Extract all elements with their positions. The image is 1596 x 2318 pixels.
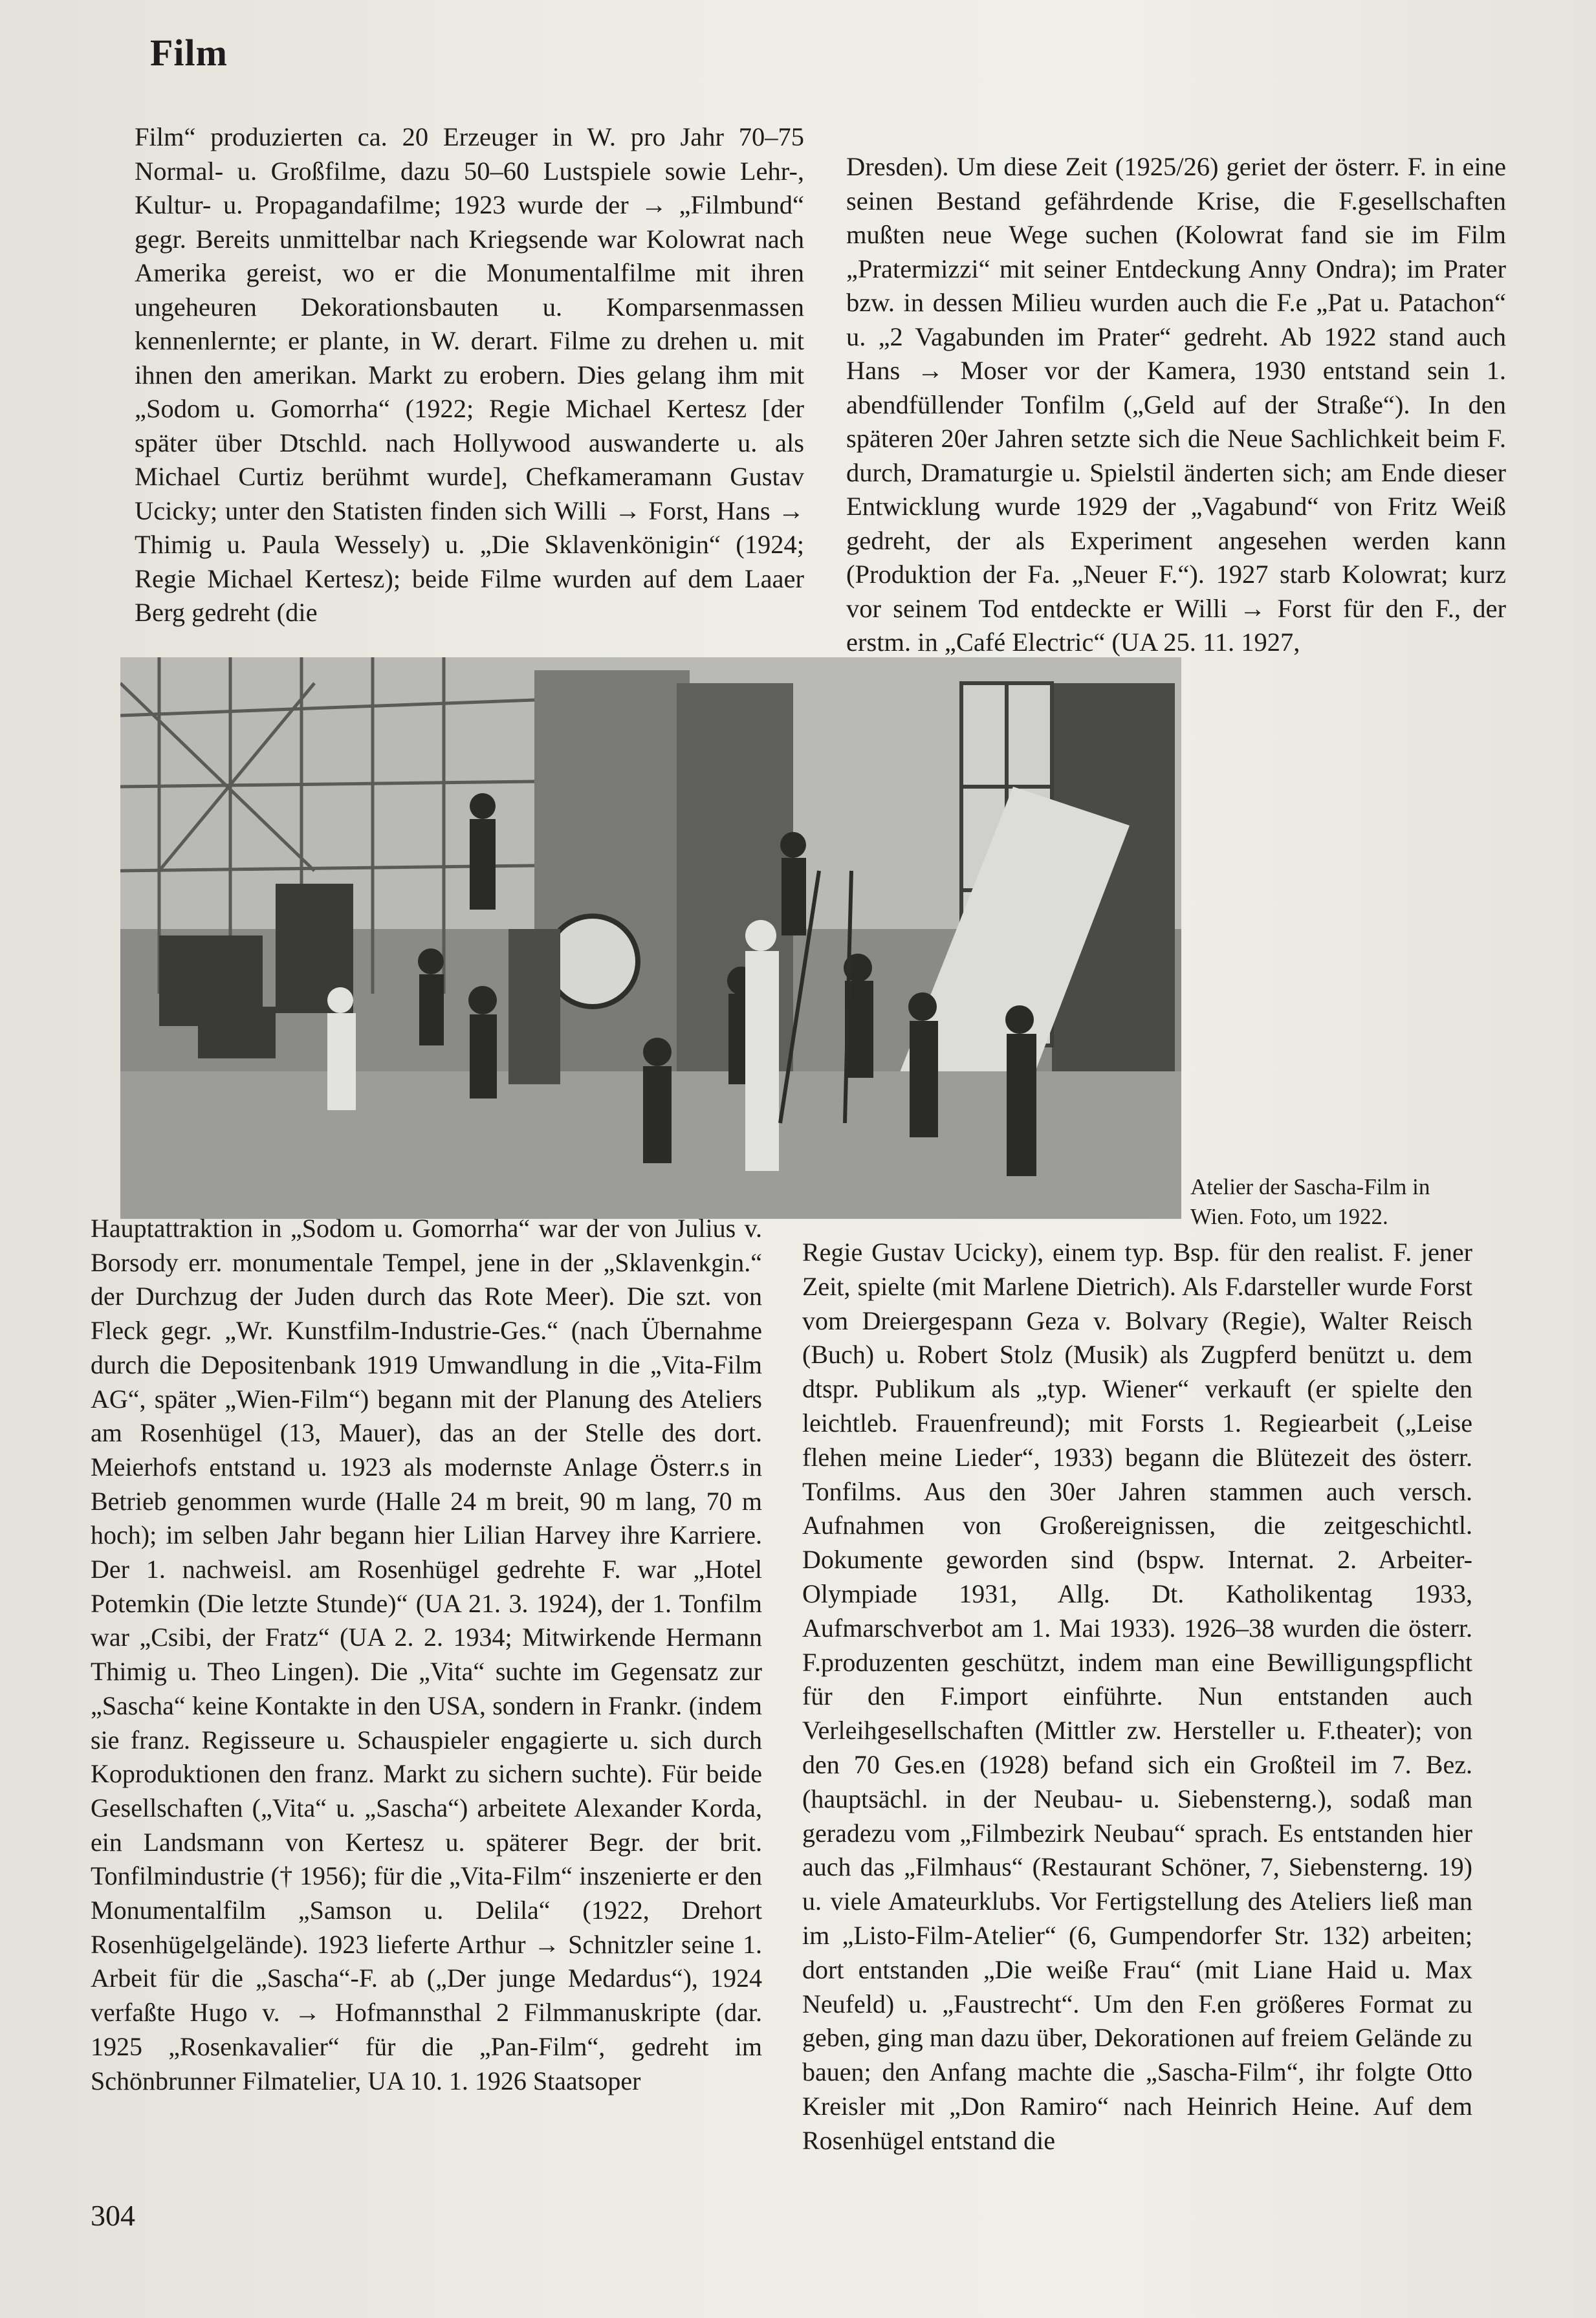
paragraph: Regie Gustav Ucicky), einem typ. Bsp. für den realist. F. jener Zeit, spielte (mit Marlene Dietrich). Als F.darsteller wurde Forst vom Dreiergespann Geza v. Bolvary (Regie), Walter Reisch (Buch) u. Robert Stolz (Musik) als Zugpferd benützt u. dem dtspr. Publikum als „typ. Wiener“ verkauft (er spielte den leichtleb. Frauenfreund); mit Forsts 1. Regiearbeit („Leise flehen meine Lieder“, 1933) begann die Blütezeit des österr. Tonfilms. Aus den 30er Jahren stammen auch versch. Aufnahmen von Großereignissen, die zeitgeschichtl. Dokumente geworden sind (bspw. Internat. 2. Arbeiter-Olympiade 1931, Allg. Dt. Katholikentag 1933, Aufmarschverbot am 1. Mai 1933). 1926–38 wurden die österr. F.produzenten geschützt, indem man eine Bewilligungspflicht für den F.import einführte. Nun entstanden auch Verleihgesellschaften (Mittler zw. Hersteller u. F.theater); von den 70 Ges.en (1928) befand sich ein Großteil im 7. Bez. (hauptsächl. in der Neubau- u. Siebensterng.), sodaß man geradezu vom „Filmbezirk Neubau“ sprach. Es entstanden hier auch das „Filmhaus“ (Restaurant Schöner, 7, Siebensterng. 19) u. viele Amateurklubs. Vor Fertigstellung des Ateliers ließ man im „Listo-Film-Atelier“ (6, Gumpendorfer Str. 132) arbeiten; dort entstanden „Die weiße Frau“ (mit Liane Haid u. Max Neufeld) u. „Faustrecht“. Um den F.en größeres Format zu geben, ging man dazu über, Dekorationen auf freiem Gelände zu bauen; den Anfang machte die „Sascha-Film“, ihr folgte Otto Kreisler mit „Don Ramiro“ nach Heinrich Heine. Auf dem Rosenhügel entstand die bbox=[802, 1238, 1472, 2155]
page-number: 304 bbox=[91, 2199, 135, 2232]
paragraph: Hauptattraktion in „Sodom u. Gomorrha“ war der von Julius v. Borsody err. monumentale Tempel, jene in der „Sklavenkgin.“ der Durchzug der Juden durch das Rote Meer). Die szt. von Fleck gegr. „Wr. Kunstfilm-Industrie-Ges.“ (nach Übernahme durch die Depositenbank 1919 Umwandlung in die „Vita-Film AG“, später „Wien-Film“) begann mit der Planung des Ateliers am Rosenhügel (13, Mauer), das an der Stelle des dort. Meierhofs entstand u. 1923 als modernste Anlage Österr.s in Betrieb genommen wurde (Halle 24 m breit, 90 m lang, 70 m hoch); im selben Jahr begann hier Lilian Harvey ihre Karriere. Der 1. nachweisl. am Rosenhügel gedrehte F. war „Hotel Potemkin (Die letzte Stunde)“ (UA 21. 3. 1924), der 1. Tonfilm war „Csibi, der Fratz“ (UA 2. 2. 1934; Mitwirkende Hermann Thimig u. Theo Lingen). Die „Vita“ suchte im Gegensatz zur „Sascha“ keine Kontakte in den USA, sondern in Frankr. (indem sie franz. Regisseure u. Schauspieler engagierte u. sich durch Koproduktionen den franz. Markt zu sichern suchte). Für beide Gesellschaften („Vita“ u. „Sascha“) arbeitete Alexander Korda, ein Landsmann von Kertesz u. späterer Begr. der brit. Tonfilmindustrie († 1956); für die „Vita-Film“ inszenierte er den Monumentalfilm „Samson u. Delila“ (1922, Drehort Rosenhügelgelände). 1923 lieferte Arthur → Schnitzler seine 1. Arbeit für die „Sascha“-F. ab („Der junge Medardus“), 1924 verfaßte Hugo v. → Hofmannsthal 2 Filmmanuskripte (dar. 1925 „Rosenkavalier“ für die „Pan-Film“, gedreht im Schönbrunner Filmatelier, UA 10. 1. 1926 Staatsoper bbox=[91, 1214, 762, 2095]
paragraph: Film“ produzierten ca. 20 Erzeuger in W. pro Jahr 70–75 Normal- u. Großfilme, dazu 50–60 Lustspiele sowie Lehr-, Kultur- u. Propagandafilme; 1923 wurde der → „Filmbund“ gegr. Bereits unmittelbar nach Kriegsende war Kolowrat nach Amerika gereist, wo er die Monumentalfilme mit ihren ungeheuren Dekorationsbauten u. Komparsenmassen kennenlernte; er plante, in W. derart. Filme zu drehen u. mit ihnen den amerikan. Markt zu erobern. Dies gelang ihm mit „Sodom u. Gomorrha“ (1922; Regie Michael Kertesz [der später über Dtschld. nach Hollywood auswanderte u. als Michael Curtiz berühmt wurde], Chefkameramann Gustav Ucicky; unter den Statisten finden sich Willi → Forst, Hans → Thimig u. Paula Wessely) u. „Die Sklavenkönigin“ (1924; Regie Michael Kertesz); beide Filme wurden auf dem Laaer Berg gedreht (die bbox=[135, 122, 804, 627]
running-header: Film bbox=[150, 32, 228, 74]
paragraph: Dresden). Um diese Zeit (1925/26) geriet der österr. F. in eine seinen Bestand gefährdende Krise, die F.gesellschaften mußten neue Wege suchen (Kolowrat fand sie im Film „Pratermizzi“ mit seiner Entdeckung Anny Ondra); im Prater bzw. in dessen Milieu wurden auch die F.e „Pat u. Patachon“ u. „2 Vagabunden im Prater“ gedreht. Ab 1922 stand auch Hans → Moser vor der Kamera, 1930 entstand sein 1. abendfüllender Tonfilm („Geld auf der Straße“). In den späteren 20er Jahren setzte sich die Neue Sachlichkeit beim F. durch, Dramaturgie u. Spielstil änderten sich; am Ende dieser Entwicklung wurde 1929 der „Vagabund“ von Fritz Weiß gedreht, der als Experiment angesehen werden kann (Produktion der Fa. „Neuer F.“). 1927 starb Kolowrat; kurz vor seinem Tod entdeckte er Willi → Forst für den F., der erstm. in „Café Electric“ (UA 25. 11. 1927, bbox=[846, 152, 1506, 657]
photo-illustration bbox=[120, 657, 1181, 1219]
text-column-top-right bbox=[846, 150, 1506, 660]
text-column-bottom-left bbox=[91, 1212, 762, 2098]
studio-photograph bbox=[120, 657, 1181, 1219]
photo-caption: Atelier der Sascha-Film in Wien. Foto, um 1922. bbox=[1190, 1174, 1430, 1229]
text-column-top-left bbox=[135, 120, 804, 630]
text-column-bottom-right bbox=[802, 1236, 1472, 2158]
